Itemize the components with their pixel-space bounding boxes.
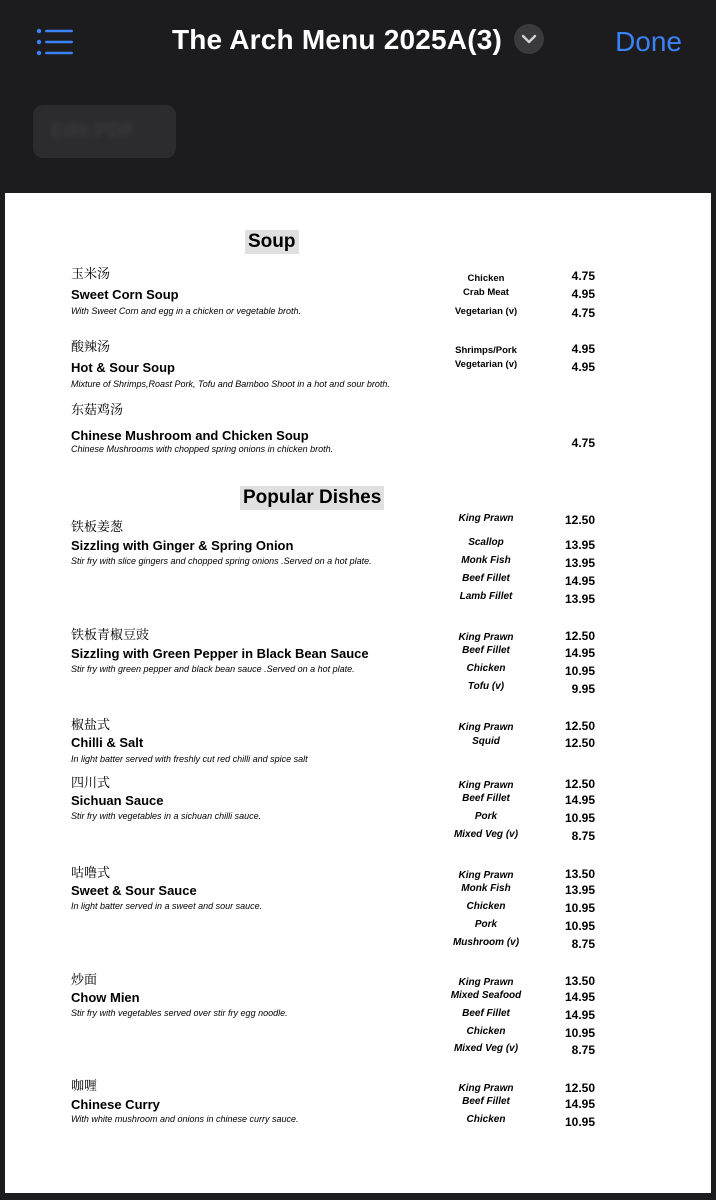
dish-cn-name: 东菇鸡汤 [71, 402, 124, 417]
dish-option: Beef Fillet [462, 1096, 510, 1107]
section-title-soup: Soup [245, 230, 299, 254]
dish-price: 10.95 [564, 1115, 595, 1129]
dish-option: Beef Fillet [462, 645, 510, 656]
dish-option: Chicken [466, 1114, 506, 1125]
dish-price: 14.95 [564, 1008, 595, 1022]
title-area [0, 24, 716, 56]
dish-description: Stir fry with slice gingers and chopped spring onions .Served on a hot plate. [71, 556, 372, 566]
dish-name: Chinese Curry [71, 1097, 160, 1112]
dish-option: Chicken [467, 273, 505, 284]
dish-option: King Prawn [458, 1083, 514, 1094]
dish-option: Pork [474, 811, 498, 822]
dish-cn-name: 四川式 [71, 775, 111, 790]
pdf-page [5, 193, 711, 1193]
dish-price: 4.75 [571, 306, 595, 320]
dish-option: Beef Fillet [462, 793, 510, 804]
dish-price: 13.50 [564, 974, 595, 988]
dish-price: 4.75 [571, 436, 595, 450]
dish-option: King Prawn [458, 977, 514, 988]
dish-price: 12.50 [564, 719, 595, 733]
dish-price: 13.95 [564, 883, 595, 897]
dish-price: 9.95 [571, 682, 595, 696]
dish-option: King Prawn [458, 780, 514, 791]
dish-option: Vegetarian (v) [454, 306, 518, 317]
dish-name: Sizzling with Green Pepper in Black Bean Sauce [71, 646, 369, 661]
dish-price: 10.95 [564, 919, 595, 933]
dish-description: In light batter served with freshly cut red chilli and spice salt [71, 754, 308, 764]
dish-price: 13.95 [564, 592, 595, 606]
dish-option: Scallop [468, 537, 504, 548]
bottom-edge [0, 1193, 716, 1200]
dish-description: With Sweet Corn and egg in a chicken or vegetable broth. [71, 306, 302, 316]
dish-price: 8.75 [571, 1043, 595, 1057]
dish-name: Sizzling with Ginger & Spring Onion [71, 538, 294, 553]
dish-option: King Prawn [458, 722, 514, 733]
dish-price: 14.95 [564, 1097, 595, 1111]
dish-cn-name: 玉米汤 [71, 266, 111, 281]
dish-option: Lamb Fillet [459, 591, 513, 602]
dish-price: 14.95 [564, 793, 595, 807]
dish-option: Mixed Veg (v) [453, 1043, 519, 1054]
title-menu-button[interactable] [514, 24, 544, 54]
dish-price: 10.95 [564, 901, 595, 915]
dish-option: Pork [474, 919, 498, 930]
dish-name: Chinese Mushroom and Chicken Soup [71, 428, 309, 443]
section-title-popular: Popular Dishes [240, 486, 384, 510]
dish-name: Sweet Corn Soup [71, 287, 179, 302]
dish-cn-name: 酸辣汤 [71, 339, 111, 354]
dish-price: 13.95 [564, 556, 595, 570]
dish-price: 8.75 [571, 829, 595, 843]
dish-description: Stir fry with green pepper and black bean sauce .Served on a hot plate. [71, 664, 355, 674]
dish-price: 14.95 [564, 574, 595, 588]
dish-option: Squid [472, 736, 500, 747]
dish-name: Sweet & Sour Sauce [71, 883, 197, 898]
dish-option: Chicken [466, 1026, 506, 1037]
dish-price: 14.95 [564, 646, 595, 660]
dish-price: 12.50 [564, 777, 595, 791]
dish-option: Crab Meat [463, 287, 509, 298]
dish-option: King Prawn [458, 632, 514, 643]
dish-price: 4.95 [571, 342, 595, 356]
dish-option: Mushroom (v) [452, 937, 520, 948]
dish-price: 4.95 [571, 287, 595, 301]
document-title[interactable]: The Arch Menu 2025A(3) [171, 24, 503, 55]
dish-option: Chicken [466, 663, 506, 674]
dish-option: Vegetarian (v) [454, 359, 518, 370]
dish-price: 8.75 [571, 937, 595, 951]
dish-description: With white mushroom and onions in chinese curry sauce. [71, 1114, 299, 1124]
dish-option: Monk Fish [461, 555, 511, 566]
dish-option: King Prawn [458, 513, 514, 524]
dish-option: Beef Fillet [462, 573, 510, 584]
dish-option: King Prawn [458, 870, 514, 881]
dish-option: Mixed Veg (v) [453, 829, 519, 840]
dish-description: Stir fry with vegetables served over stir fry egg noodle. [71, 1008, 288, 1018]
dish-price: 4.95 [571, 360, 595, 374]
dish-name: Sichuan Sauce [71, 793, 164, 808]
dish-option: Monk Fish [461, 883, 511, 894]
dish-price: 12.50 [564, 1081, 595, 1095]
blurred-pill-text: Edit PDF [51, 120, 135, 142]
dish-description: Mixture of Shrimps,Roast Pork, Tofu and Bamboo Shoot in a hot and sour broth. [71, 379, 390, 389]
dish-description: Stir fry with vegetables in a sichuan chilli sauce. [71, 811, 262, 821]
dish-price: 12.50 [564, 736, 595, 750]
dish-name: Chilli & Salt [71, 735, 144, 750]
dish-price: 10.95 [564, 664, 595, 678]
dish-cn-name: 铁板姜葱 [71, 519, 124, 534]
dish-price: 10.95 [564, 811, 595, 825]
dish-price: 12.50 [564, 629, 595, 643]
dish-option: Shrimps/Pork [455, 345, 517, 356]
dish-cn-name: 咖喱 [71, 1078, 98, 1093]
dish-cn-name: 炒面 [71, 972, 98, 987]
dish-name: Chow Mien [71, 990, 140, 1005]
dish-price: 13.50 [564, 867, 595, 881]
top-bar [0, 0, 716, 192]
dish-option: Chicken [466, 901, 506, 912]
dish-cn-name: 咕噜式 [71, 865, 111, 880]
dish-price: 13.95 [564, 538, 595, 552]
dish-description: In light batter served in a sweet and sour sauce. [71, 901, 263, 911]
dish-description: Chinese Mushrooms with chopped spring onions in chicken broth. [71, 444, 334, 454]
dish-price: 4.75 [571, 269, 595, 283]
dish-cn-name: 铁板青椒豆豉 [71, 627, 150, 642]
chevron-down-icon [521, 32, 537, 46]
dish-name: Hot & Sour Soup [71, 360, 175, 375]
dish-cn-name: 椒盐式 [71, 717, 111, 732]
dish-price: 12.50 [564, 513, 595, 527]
done-button[interactable]: Done [615, 26, 682, 57]
dish-option: Mixed Seafood [450, 990, 522, 1001]
dish-price: 10.95 [564, 1026, 595, 1040]
dish-price: 14.95 [564, 990, 595, 1004]
dish-option: Tofu (v) [467, 681, 505, 692]
blurred-toolbar-pill [33, 105, 176, 158]
dish-option: Beef Fillet [462, 1008, 510, 1019]
